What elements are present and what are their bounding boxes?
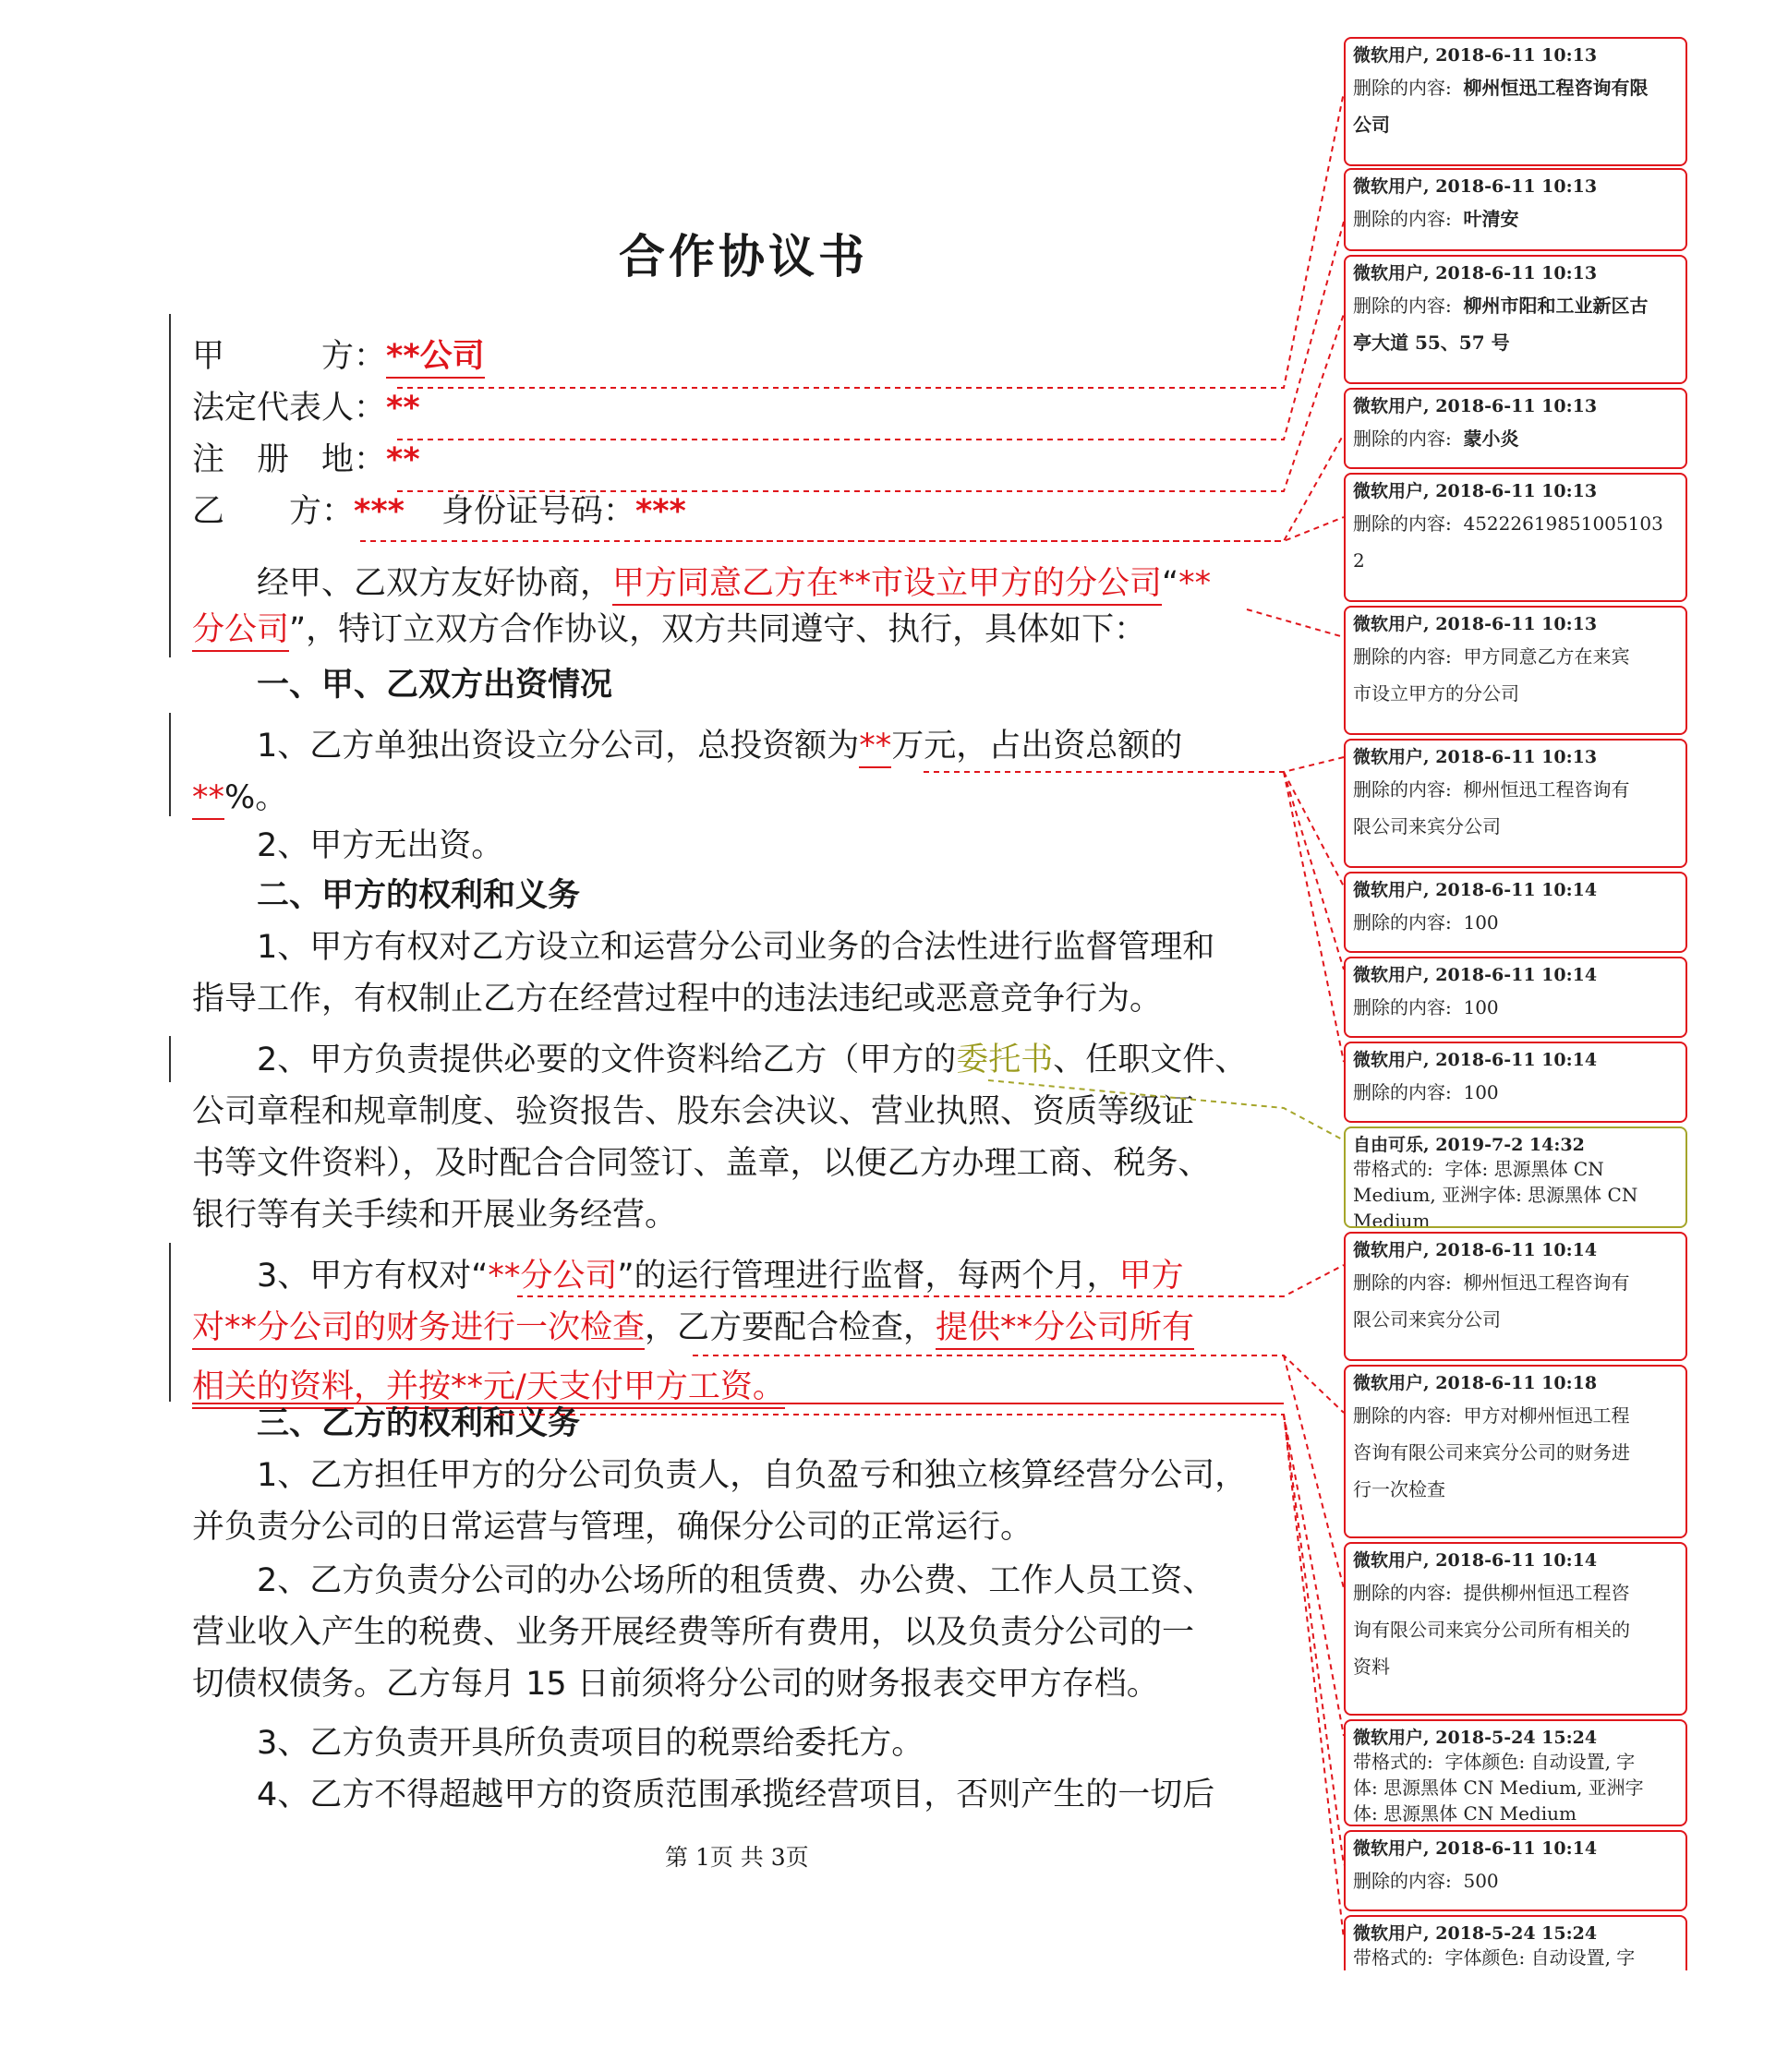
inserted-text: 相关的资料 (192, 1368, 354, 1409)
format-balloon[interactable] (1344, 1126, 1687, 1228)
comment-meta: 微软用户, 2018-6-11 10:13 (1353, 614, 1598, 634)
change-bar (169, 1243, 171, 1402)
party-b-label: 乙 方： (192, 493, 355, 530)
intro-inserted-text: 甲方同意乙方在**市设立甲方的分公司 (612, 565, 1162, 606)
intro-line-2 (192, 606, 1146, 654)
comment-balloon[interactable] (1344, 1365, 1687, 1538)
comment-text: 资料 (1353, 1656, 1390, 1678)
intro-text: 经甲、乙双方友好协商， (257, 565, 613, 602)
comment-balloon[interactable] (1344, 1830, 1687, 1911)
intro-text-2: ”，特订立双方合作协议，双方共同遵守、执行，具体如下： (289, 611, 1147, 648)
party-b-line (192, 488, 686, 536)
comment-balloon[interactable] (1344, 1232, 1687, 1361)
clause-text: 3、甲方有权对“ (257, 1258, 489, 1295)
clause-2-3b (192, 1304, 1194, 1352)
party-a-value: **公司 (386, 338, 485, 379)
intro-line-1 (257, 560, 1211, 608)
comment-text: 字体颜色: 自动设置, 字 (1444, 1751, 1636, 1773)
comment-label: 删除的内容: (1353, 1870, 1452, 1892)
comment-balloon[interactable] (1344, 739, 1687, 868)
comment-meta: 微软用户, 2018-6-11 10:14 (1353, 1838, 1598, 1859)
comment-text: Medium (1353, 1210, 1431, 1228)
comment-text: 45222619851005103 (1463, 512, 1663, 535)
comment-balloon[interactable] (1344, 168, 1687, 251)
comment-meta: 微软用户, 2018-6-11 10:13 (1353, 45, 1598, 66)
intro-inserted-stars: ** (1178, 565, 1212, 602)
legal-rep-value: ** (386, 390, 420, 427)
comment-label: 带格式的: (1353, 1158, 1433, 1180)
comment-label: 删除的内容: (1353, 428, 1452, 450)
party-a-line (192, 332, 485, 380)
clause-3-2a: 2、乙方负责分公司的办公场所的租赁费、办公费、工作人员工资、 (257, 1562, 1215, 1599)
comment-text: 柳州恒迅工程咨询有限 (1463, 77, 1649, 99)
comment-label: 删除的内容: (1353, 1271, 1452, 1294)
comment-text: 叶清安 (1463, 208, 1519, 230)
comment-label: 带格式的: (1353, 1946, 1433, 1969)
change-bar (169, 713, 171, 816)
comment-label: 删除的内容: (1353, 645, 1452, 668)
comment-text: 市设立甲方的分公司 (1353, 682, 1519, 705)
clause-2-2f: 银行等有关手续和开展业务经营。 (192, 1197, 678, 1234)
legal-rep-label: 法定代表人： (192, 390, 387, 427)
comment-balloon[interactable] (1344, 255, 1687, 384)
reg-addr-label: 注 册 地： (192, 441, 387, 478)
comment-text: Medium, 亚洲字体: 思源黑体 CN (1353, 1184, 1638, 1206)
legal-rep-line (192, 384, 420, 432)
comment-meta: 微软用户, 2018-6-11 10:14 (1353, 1240, 1598, 1260)
party-b-value: *** (354, 493, 405, 530)
comment-text: 咨询有限公司来宾分公司的财务进 (1353, 1441, 1630, 1464)
clause-text: ，乙方要配合检查， (645, 1309, 936, 1346)
comment-text: 柳州市阳和工业新区古 (1463, 295, 1649, 317)
comment-balloon[interactable] (1344, 1915, 1687, 1970)
intro-inserted-branch: 分公司 (192, 611, 289, 652)
clause-3-4: 4、乙方不得超越甲方的资质范围承揽经营项目，否则产生的一切后 (257, 1777, 1215, 1813)
comment-text: 限公司来宾分公司 (1353, 815, 1501, 837)
clause-1-2: 2、甲方无出资。 (257, 827, 504, 864)
comment-meta: 微软用户, 2018-6-11 10:14 (1353, 965, 1598, 985)
clause-2-3a (257, 1252, 1184, 1300)
comment-label: 删除的内容: (1353, 208, 1452, 230)
inserted-text: 并按**元/天支付甲方工资。 (386, 1368, 785, 1409)
comment-text: 体: 思源黑体 CN Medium, 亚洲字 (1353, 1777, 1644, 1799)
clause-3-1a: 1、乙方担任甲方的分公司负责人，自负盈亏和独立核算经营分公司， (257, 1457, 1248, 1494)
heading-3: 三、乙方的权利和义务 (257, 1405, 581, 1442)
id-label: 身份证号码： (441, 493, 635, 530)
inserted-text: 提供**分公司所有 (936, 1309, 1194, 1350)
comment-meta: 微软用户, 2018-6-11 10:14 (1353, 880, 1598, 900)
comment-meta: 微软用户, 2018-6-11 10:13 (1353, 263, 1598, 283)
inserted-value: ** (859, 728, 891, 768)
comment-text: 询有限公司来宾分公司所有相关的 (1353, 1619, 1630, 1641)
clause-3-3: 3、乙方负责开具所负责项目的税票给委托方。 (257, 1725, 924, 1762)
comment-text: 2 (1353, 549, 1365, 572)
comment-balloon[interactable] (1344, 1042, 1687, 1123)
clause-text: %。 (224, 779, 288, 816)
reg-addr-line (192, 436, 420, 484)
clause-text: 万元，占出资总额的 (891, 728, 1183, 765)
inserted-text: 甲方 (1118, 1258, 1184, 1295)
comment-balloon[interactable] (1344, 957, 1687, 1038)
comment-label: 删除的内容: (1353, 1081, 1452, 1103)
change-bar (169, 314, 171, 657)
inserted-text: 对**分公司的财务进行一次检查 (192, 1309, 645, 1350)
comment-balloon[interactable] (1344, 606, 1687, 735)
comment-text: 公司 (1353, 114, 1390, 136)
comment-text: 字体颜色: 自动设置, 字 (1444, 1946, 1636, 1969)
clause-2-2e: 书等文件资料），及时配合合同签订、盖章，以便乙方办理工商、税务、 (192, 1145, 1211, 1182)
inserted-value: ** (192, 779, 224, 820)
comment-meta: 微软用户, 2018-6-11 10:14 (1353, 1050, 1598, 1070)
comment-meta: 微软用户, 2018-6-11 10:13 (1353, 396, 1598, 416)
id-value: *** (634, 493, 686, 530)
comment-balloon[interactable] (1344, 37, 1687, 166)
comment-meta: 微软用户, 2018-6-11 10:18 (1353, 1373, 1598, 1393)
page-footer: 第 1页 共 3页 (665, 1844, 809, 1871)
reg-addr-value: ** (386, 441, 420, 478)
intro-quote: “ (1162, 565, 1179, 602)
clause-text: 1、乙方单独出资设立分公司，总投资额为 (257, 728, 860, 765)
clause-text: 、任职文件、 (1053, 1042, 1248, 1078)
clause-text: ”的运行管理进行监督，每两个月， (617, 1258, 1119, 1295)
comment-label: 删除的内容: (1353, 295, 1452, 317)
party-a-label: 甲 方： (192, 338, 387, 375)
comment-text: 限公司来宾分公司 (1353, 1308, 1501, 1331)
comment-balloon[interactable] (1344, 388, 1687, 469)
heading-1: 一、甲、乙双方出资情况 (257, 667, 613, 704)
comment-text: 亭大道 55、57 号 (1353, 331, 1510, 354)
comment-text: 甲方同意乙方在来宾 (1463, 645, 1630, 668)
comment-balloon[interactable] (1344, 1719, 1687, 1826)
comment-label: 带格式的: (1353, 1751, 1433, 1773)
document-title: 合作协议书 (619, 230, 868, 283)
comment-text: 500 (1463, 1870, 1499, 1892)
clause-2-1a: 1、甲方有权对乙方设立和运营分公司业务的合法性进行监督管理和 (257, 929, 1215, 966)
comment-balloon[interactable] (1344, 1542, 1687, 1716)
comment-meta: 微软用户, 2018-5-24 15:24 (1353, 1923, 1598, 1944)
comment-text: 柳州恒迅工程咨询有 (1463, 1271, 1630, 1294)
comment-text: 体: 思源黑体 CN Medium (1353, 1802, 1577, 1825)
formatted-text: 委托书 (956, 1042, 1054, 1078)
comment-label: 删除的内容: (1353, 77, 1452, 99)
inserted-text: ， (354, 1368, 387, 1405)
comment-meta: 微软用户, 2018-6-11 10:13 (1353, 747, 1598, 767)
comment-label: 删除的内容: (1353, 911, 1452, 934)
clause-3-2c: 切债权债务。乙方每月 15 日前须将分公司的财务报表交甲方存档。 (192, 1666, 1159, 1703)
comment-meta: 微软用户, 2018-5-24 15:24 (1353, 1728, 1598, 1748)
clause-2-1b: 指导工作，有权制止乙方在经营过程中的违法违纪或恶意竞争行为。 (192, 981, 1163, 1018)
comment-meta: 微软用户, 2018-6-11 10:13 (1353, 481, 1598, 501)
comment-balloon[interactable] (1344, 473, 1687, 602)
clause-text: 2、甲方负责提供必要的文件资料给乙方（甲方的 (257, 1042, 957, 1078)
comment-text: 100 (1463, 911, 1499, 934)
comment-meta: 自由可乐, 2019-7-2 14:32 (1353, 1135, 1585, 1155)
inserted-text: **分公司 (488, 1258, 618, 1295)
change-bar (169, 1036, 171, 1082)
comment-label: 删除的内容: (1353, 1582, 1452, 1604)
comment-label: 删除的内容: (1353, 1404, 1452, 1427)
comment-text: 字体: 思源黑体 CN (1444, 1158, 1604, 1180)
clause-3-2b: 营业收入产生的税费、业务开展经费等所有费用，以及负责分公司的一 (192, 1614, 1195, 1651)
comment-label: 删除的内容: (1353, 512, 1452, 535)
comment-text: 柳州恒迅工程咨询有 (1463, 778, 1630, 801)
comment-text: 提供柳州恒迅工程咨 (1463, 1582, 1630, 1604)
clause-3-1b: 并负责分公司的日常运营与管理，确保分公司的正常运行。 (192, 1509, 1033, 1546)
clause-2-2a (257, 1036, 1247, 1084)
comment-text: 蒙小炎 (1463, 428, 1519, 450)
comment-text: 100 (1463, 1081, 1499, 1103)
comment-text: 100 (1463, 996, 1499, 1018)
clause-1-1 (257, 722, 1182, 770)
heading-2: 二、甲方的权利和义务 (257, 877, 581, 914)
comment-meta: 微软用户, 2018-6-11 10:13 (1353, 176, 1598, 197)
comment-balloon[interactable] (1344, 872, 1687, 953)
comment-text: 甲方对柳州恒迅工程 (1463, 1404, 1630, 1427)
comment-text: 行一次检查 (1353, 1478, 1445, 1500)
comment-meta: 微软用户, 2018-6-11 10:14 (1353, 1550, 1598, 1571)
comment-label: 删除的内容: (1353, 996, 1452, 1018)
clause-1-1-cont (192, 774, 287, 822)
comment-label: 删除的内容: (1353, 778, 1452, 801)
clause-2-2d: 公司章程和规章制度、验资报告、股东会决议、营业执照、资质等级证 (192, 1093, 1195, 1130)
